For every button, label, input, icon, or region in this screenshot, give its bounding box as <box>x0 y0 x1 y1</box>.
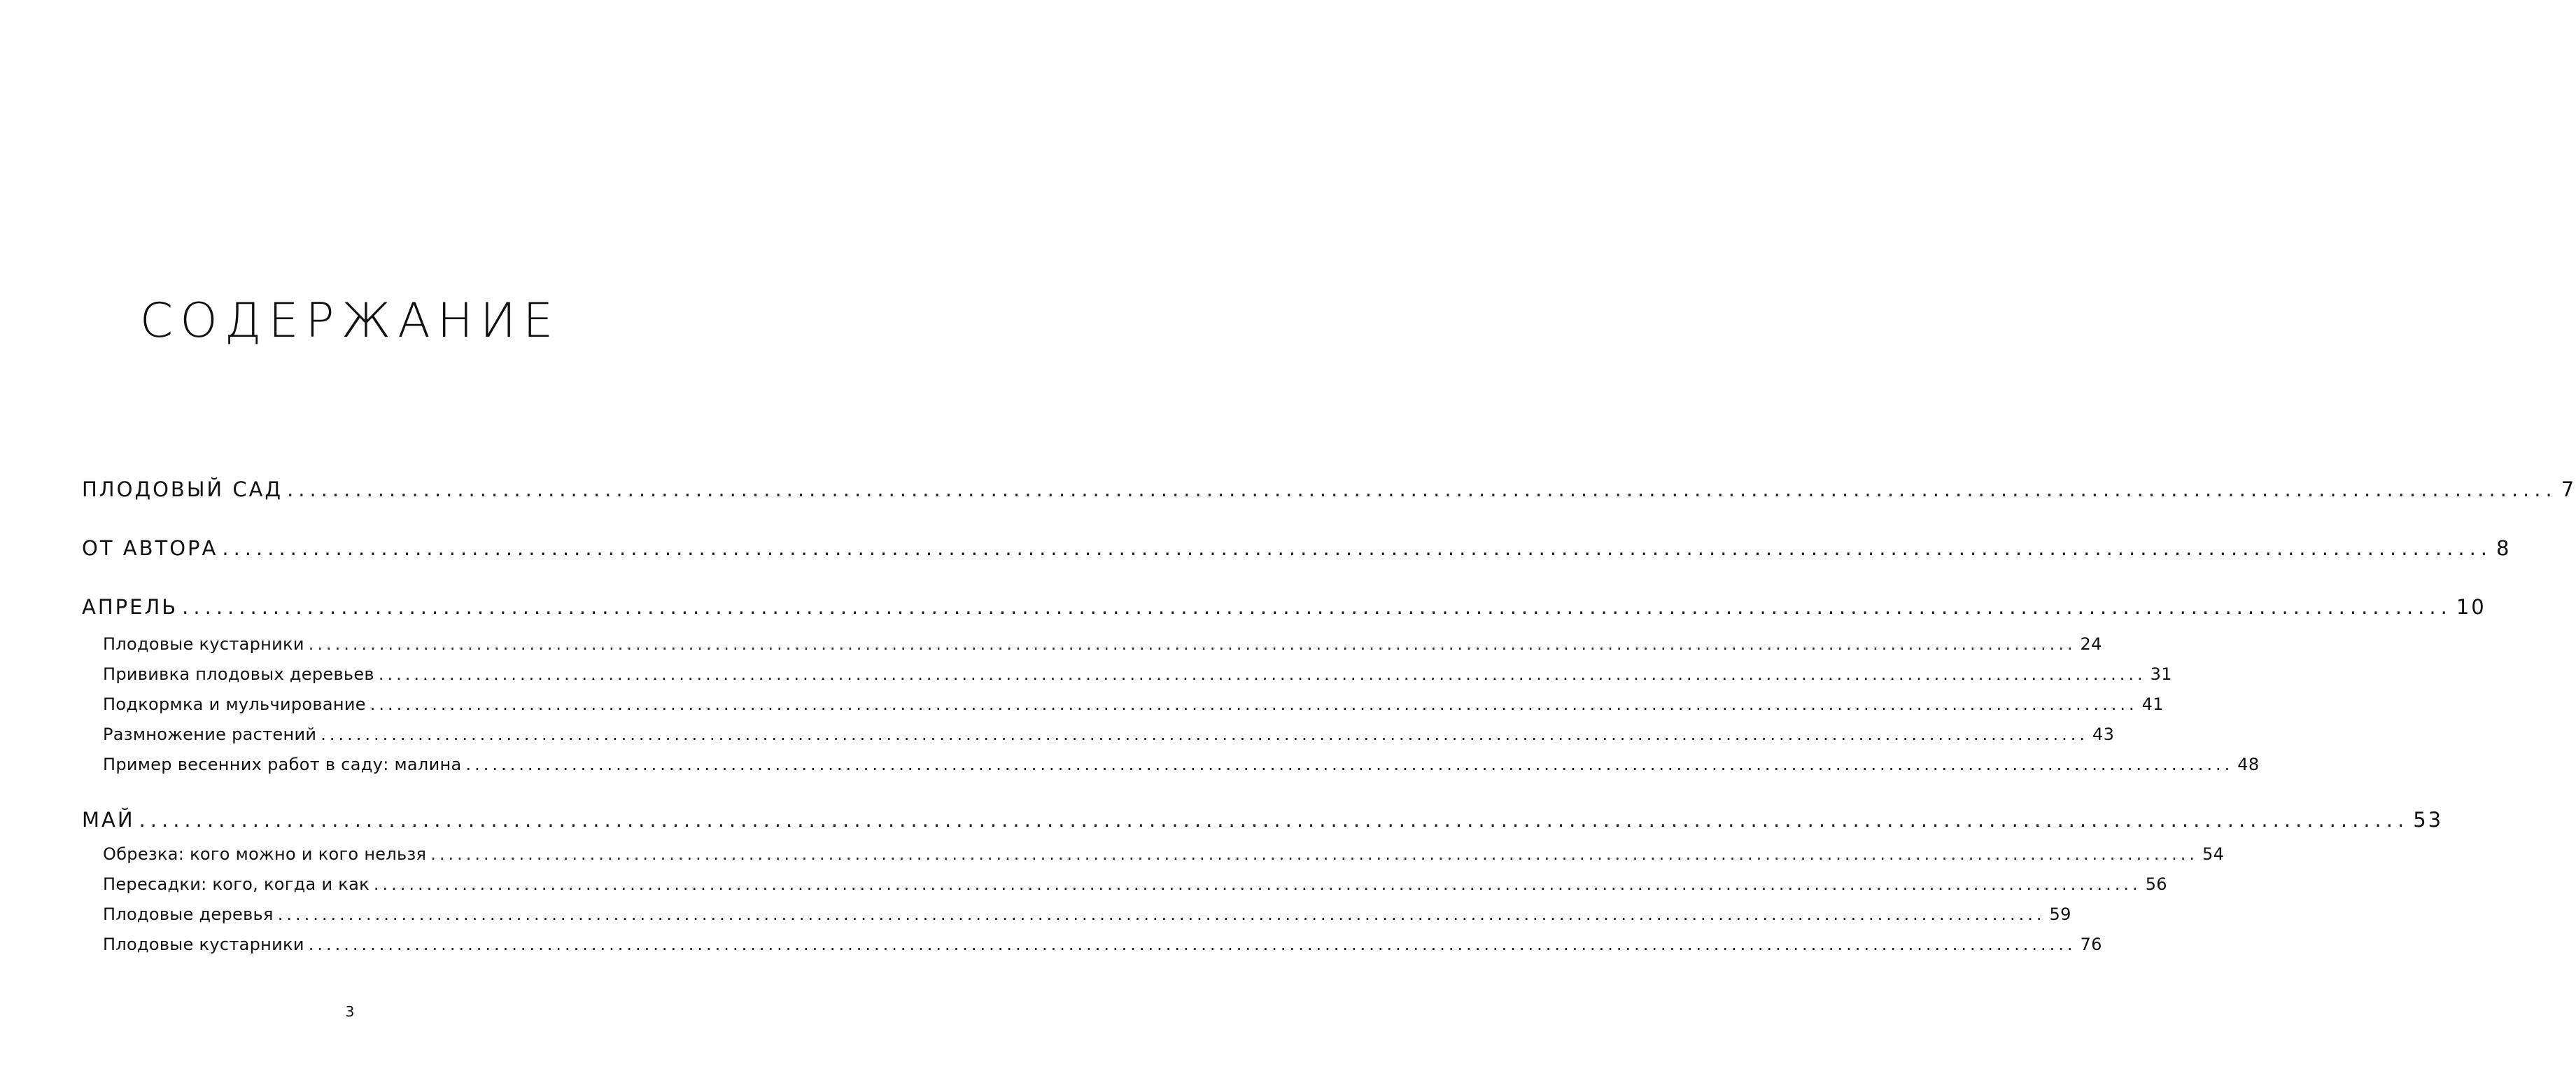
toc-subentry <box>103 874 2167 894</box>
toc-leader-dots: ........................................................................................................................................................................................................ <box>222 536 2493 560</box>
toc-leader-dots: ........................................................................................................................................................................................................ <box>308 634 2076 654</box>
toc-entry-label: Размножение растений <box>103 725 317 744</box>
toc-entry <box>82 477 2576 501</box>
toc-leader-dots: ........................................................................................................................................................................................................ <box>308 935 2076 954</box>
toc-entry-label: ОТ АВТОРА <box>82 536 218 560</box>
toc-entry-page: 53 <box>2413 808 2444 832</box>
toc-entry-label: Плодовые кустарники <box>103 935 304 954</box>
toc-entry-label: ПЛОДОВЫЙ САД <box>82 477 283 501</box>
toc-leader-dots: ........................................................................................................................................................................................................ <box>373 874 2141 894</box>
toc-entry-page: 24 <box>2080 634 2102 654</box>
toc-entry-page: 54 <box>2202 844 2225 864</box>
toc-entry-label: Пример весенних работ в саду: малина <box>103 755 462 774</box>
toc-entry-page: 48 <box>2237 755 2260 774</box>
page-title: СОДЕРЖАНИЕ <box>139 293 561 349</box>
toc-subentry <box>103 634 2102 654</box>
toc-entry-label: АПРЕЛЬ <box>82 595 178 619</box>
toc-entry <box>82 595 2486 619</box>
toc-entry-page: 41 <box>2141 694 2164 714</box>
toc-subentry <box>103 725 2115 744</box>
toc-leader-dots: ........................................................................................................................................................................................................ <box>287 477 2557 501</box>
toc-entry-page: 31 <box>2150 664 2172 684</box>
toc-leader-dots: ........................................................................................................................................................................................................ <box>139 808 2409 832</box>
toc-entry-page: 76 <box>2080 935 2102 954</box>
toc-entry <box>82 808 2444 832</box>
page-number: 3 <box>345 1003 355 1020</box>
toc-entry-page: 7 <box>2561 477 2576 501</box>
toc-subentry <box>103 935 2102 954</box>
toc-leader-dots: ........................................................................................................................................................................................................ <box>321 725 2089 744</box>
toc-leader-dots: ........................................................................................................................................................................................................ <box>182 595 2452 619</box>
toc-entry <box>82 536 2512 560</box>
toc-leader-dots: ........................................................................................................................................................................................................ <box>465 755 2234 774</box>
toc-entry-label: Плодовые деревья <box>103 904 274 924</box>
toc-subentry <box>103 664 2172 684</box>
toc-entry-label: Пересадки: кого, когда и как <box>103 874 369 894</box>
toc-subentry <box>103 844 2225 864</box>
toc-entry-page: 10 <box>2456 595 2486 619</box>
toc-subentry <box>103 755 2260 774</box>
toc-entry-page: 8 <box>2496 536 2512 560</box>
toc-leader-dots: ........................................................................................................................................................................................................ <box>378 664 2146 684</box>
toc-entry-label: Подкормка и мульчирование <box>103 694 366 714</box>
toc-subentry <box>103 694 2164 714</box>
toc-subentry <box>103 904 2071 924</box>
toc-entry-page: 56 <box>2145 874 2167 894</box>
toc-leader-dots: ........................................................................................................................................................................................................ <box>369 694 2138 714</box>
toc-entry-page: 59 <box>2049 904 2071 924</box>
toc-leader-dots: ........................................................................................................................................................................................................ <box>430 844 2199 864</box>
toc-entry-label: Обрезка: кого можно и кого нельзя <box>103 844 427 864</box>
toc-entry-label: МАЙ <box>82 808 135 832</box>
toc-leader-dots: ........................................................................................................................................................................................................ <box>277 904 2046 924</box>
toc-entry-label: Плодовые кустарники <box>103 634 304 654</box>
toc-entry-label: Прививка плодовых деревьев <box>103 664 374 684</box>
toc-entry-page: 43 <box>2092 725 2115 744</box>
